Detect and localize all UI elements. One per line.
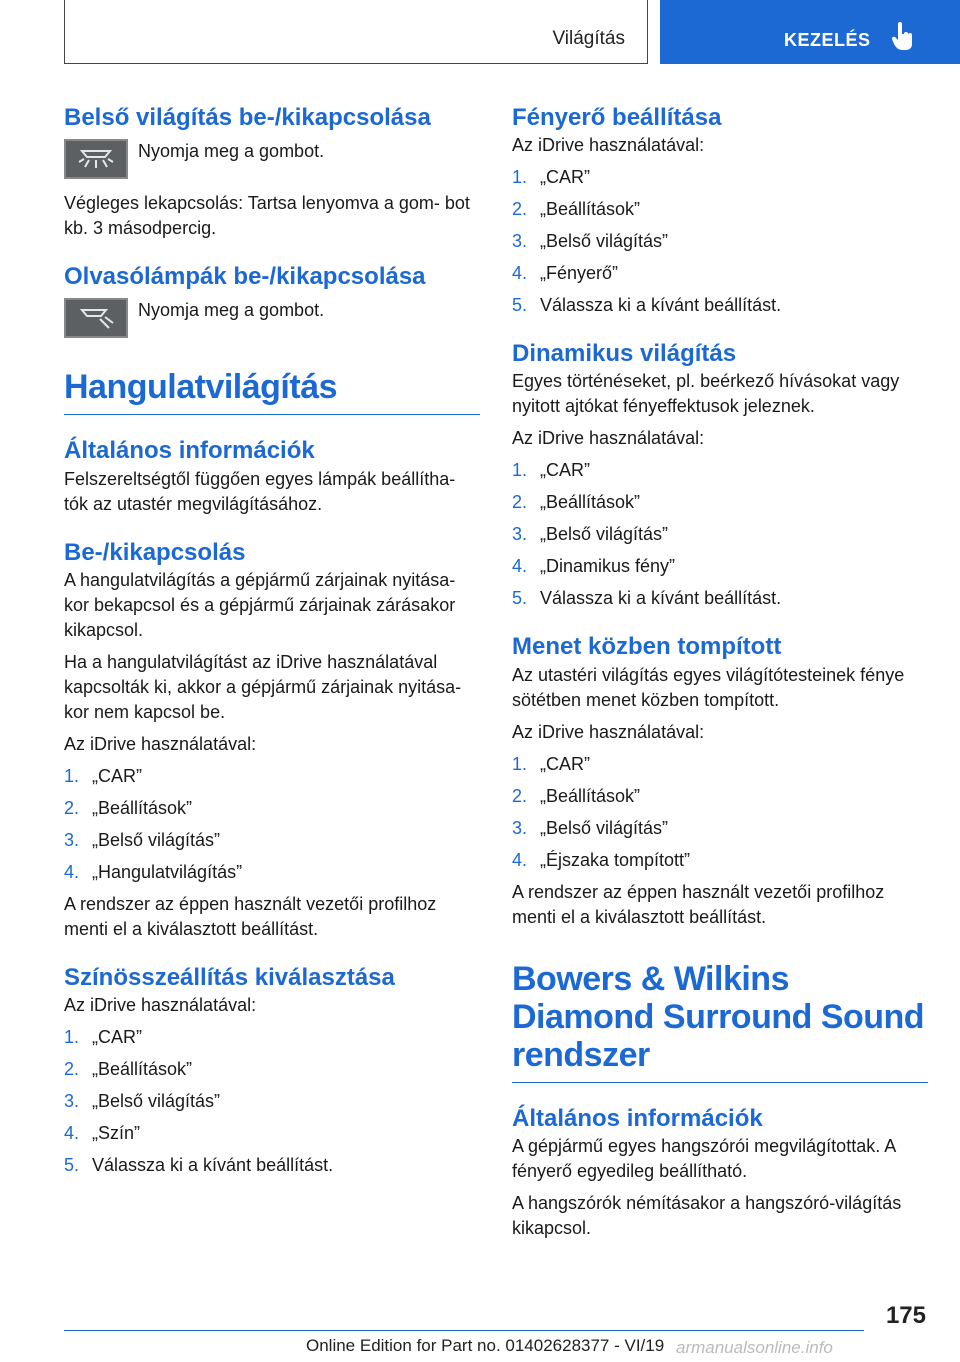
hand-pointer-icon: [892, 22, 916, 52]
list-item: 1. „CAR”: [64, 1027, 142, 1048]
list-item: 4. „Fényerő”: [512, 263, 619, 284]
ambient-general-para: Felszereltségtől függően egyes lámpák beállítha‐ tók az utastér megvilágításához.: [64, 468, 456, 514]
list-item: 1. „CAR”: [512, 460, 590, 481]
list-item: 4. „Éjszaka tompított”: [512, 849, 691, 870]
on-off-para-2: Ha a hangulatvilágítást az iDrive használatával kapcsolták ki, akkor a gépjármű zárjainak nyitása‐ kor nem kapcsol be.: [64, 651, 462, 722]
list-item: 3. „Belső világítás”: [512, 817, 669, 838]
reading-light-row: [64, 298, 480, 338]
reading-light-icon: [64, 298, 128, 338]
interior-light-row: [64, 139, 480, 179]
footer-edition: Online Edition for Part no. 01402628377 - VI/19: [306, 1336, 665, 1355]
dimmed-idrive-intro: Az iDrive használatával:: [512, 721, 705, 742]
footer-divider: [64, 1330, 864, 1331]
heading-color-select: Színösszeállítás kiválasztása: [64, 963, 395, 991]
heading-dimmed-while-driving: Menet közben tompított: [512, 633, 782, 661]
heading-general-info: Általános információk: [64, 437, 315, 465]
heading-interior-light: Belső világítás be-/kikapcsolása: [64, 104, 431, 131]
brightness-idrive-intro: Az iDrive használatával:: [512, 135, 705, 156]
dynamic-para: Egyes történéseket, pl. beérkező hívásokat vagy nyitott ajtókat fényeffektusok jeleznek.: [512, 371, 900, 417]
header-left-box: [64, 0, 648, 64]
heading-ambient-lighting: Hangulatvilágítás: [64, 368, 480, 415]
color-steps: [64, 1025, 480, 1178]
dynamic-steps: [512, 458, 928, 611]
dimmed-after: A rendszer az éppen használt vezetői profilhoz menti el a kiválasztott beállítást.: [512, 881, 885, 927]
list-item: 3. „Belső világítás”: [512, 231, 669, 252]
color-idrive-intro: Az iDrive használatával:: [64, 995, 257, 1016]
bw-para-1: A gépjármű egyes hangszórói megvilágítottak. A fényerő egyedileg beállítható.: [512, 1135, 896, 1181]
chapter-tab: [660, 0, 960, 64]
list-item: 3. „Belső világítás”: [64, 1091, 221, 1112]
heading-bowers-wilkins: Bowers & Wilkins Diamond Surround Sound rendszer: [512, 960, 928, 1083]
heading-reading-lights: Olvasólámpák be-/kikapcsolása: [64, 263, 426, 291]
list-item: 3. „Belső világítás”: [64, 829, 221, 850]
list-item: 2. „Beállítások”: [512, 199, 641, 220]
chapter-title: KEZELÉS: [784, 30, 871, 50]
dimmed-para: Az utastéri világítás egyes világítótesteinek fénye sötétben menet közben tompított.: [512, 664, 905, 710]
left-column: [64, 102, 480, 1178]
interior-light-permanent-off: Végleges lekapcsolás: Tartsa lenyomva a gom‐ bot kb. 3 másodpercig.: [64, 193, 470, 239]
right-column: [512, 102, 928, 1241]
dimmed-steps: [512, 752, 928, 873]
heading-dynamic-lighting: Dinamikus világítás: [512, 340, 737, 368]
list-item: 4. „Dinamikus fény”: [512, 556, 676, 577]
page-number: 175: [885, 1302, 926, 1329]
list-item: 2. „Beállítások”: [64, 1059, 193, 1080]
list-item: 2. „Beállítások”: [512, 492, 641, 513]
list-item: 5. Válassza ki a kívánt beállítást.: [64, 1155, 334, 1176]
on-off-steps: [64, 764, 480, 885]
on-off-para-1: A hangulatvilágítás a gépjármű zárjainak nyitása‐ kor bekapcsol és a gépjármű zárjainak zárásakor kikapcsol.: [64, 569, 456, 640]
list-item: 2. „Beállítások”: [512, 785, 641, 806]
list-item: 1. „CAR”: [512, 753, 590, 774]
heading-general-info-bw: Általános információk: [512, 1104, 763, 1132]
watermark: armanualsonline.info: [676, 1338, 833, 1357]
list-item: 1. „CAR”: [512, 167, 590, 188]
heading-brightness: Fényerő beállítása: [512, 104, 722, 131]
list-item: 1. „CAR”: [64, 765, 142, 786]
interior-light-icon: [64, 139, 128, 179]
heading-on-off: Be-/kikapcsolás: [64, 538, 246, 566]
on-off-after: A rendszer az éppen használt vezetői profilhoz menti el a kiválasztott beállítást.: [64, 893, 437, 939]
bw-para-2: A hangszórók némításakor a hangszóró-világítás kikapcsol.: [512, 1192, 902, 1238]
list-item: 5. Válassza ki a kívánt beállítást.: [512, 295, 782, 316]
list-item: 4. „Szín”: [64, 1123, 141, 1144]
list-item: 2. „Beállítások”: [64, 797, 193, 818]
list-item: 3. „Belső világítás”: [512, 524, 669, 545]
list-item: 5. Válassza ki a kívánt beállítást.: [512, 588, 782, 609]
interior-light-instruction: Nyomja meg a gombot.: [138, 141, 325, 162]
section-title: Világítás: [552, 28, 625, 49]
brightness-steps: [512, 165, 928, 318]
on-off-idrive-intro: Az iDrive használatával:: [64, 733, 257, 754]
reading-light-instruction: Nyomja meg a gombot.: [138, 300, 325, 321]
list-item: 4. „Hangulatvilágítás”: [64, 861, 243, 882]
dynamic-idrive-intro: Az iDrive használatával:: [512, 428, 705, 449]
